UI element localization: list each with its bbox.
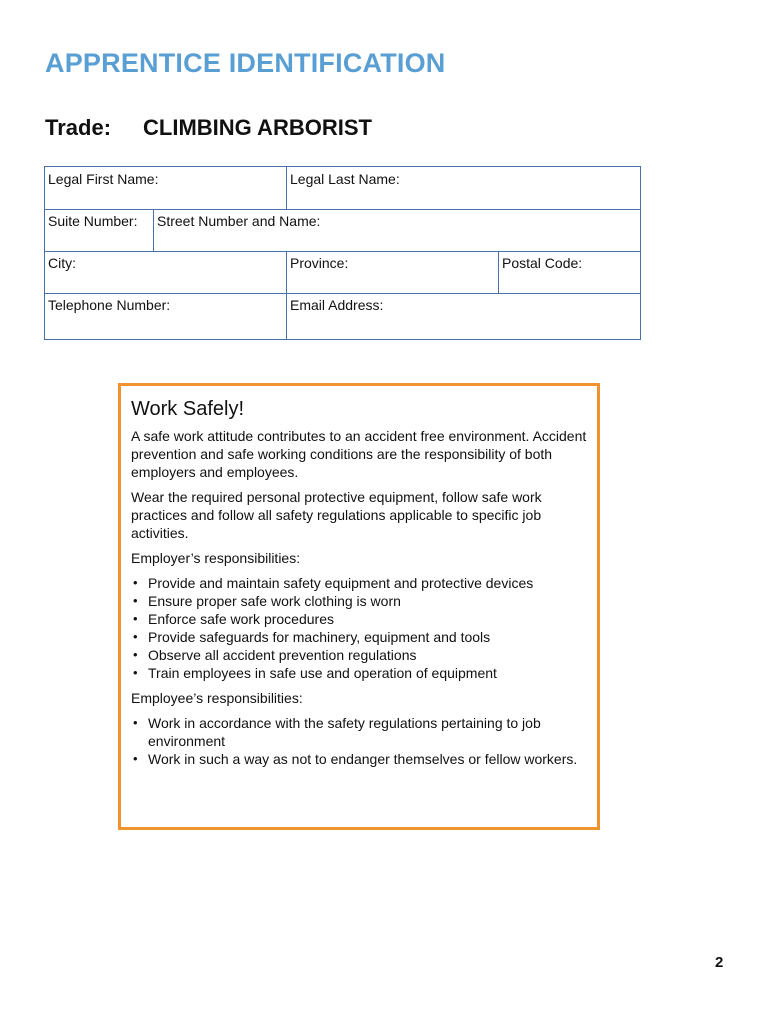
bullet-icon: • [133,665,138,680]
legal-last-name-input[interactable] [287,191,640,209]
list-item [131,610,587,628]
bullet-icon: • [133,629,138,644]
bullet-icon: • [133,575,138,590]
legal-first-name-input[interactable] [45,191,286,209]
trade-label: Trade: [45,115,112,140]
list-item [131,664,587,682]
province-input[interactable] [287,275,498,293]
list-item-text: Provide safeguards for machinery, equipment and tools [148,629,491,645]
list-item [131,628,587,646]
list-item-text: Observe all accident prevention regulations [148,647,417,663]
list-item-text: Enforce safe work procedures [148,611,334,627]
form-row-location [45,251,640,294]
safety-paragraph: Wear the required personal protective equipment, follow safe work practices and follow all safety regulations applicable to specific job activities. [131,489,542,541]
list-item-text: Work in such a way as not to endanger themselves or fellow workers. [148,751,578,767]
list-item [131,750,587,768]
list-item [131,646,587,664]
postal-code-cell [499,251,640,293]
employee-responsibilities-list [131,714,587,768]
province-cell [287,251,499,293]
legal-last-name-cell [287,167,640,209]
telephone-cell [45,293,287,339]
employer-responsibilities-heading: Employer’s responsibilities: [131,550,301,566]
telephone-label: Telephone Number: [48,297,171,313]
employee-responsibilities-heading: Employee’s responsibilities: [131,690,303,706]
employer-responsibilities-list [131,574,587,682]
list-item-text: Provide and maintain safety equipment and protective devices [148,575,534,591]
postal-code-input[interactable] [499,275,640,293]
list-item-text: Ensure proper safe work clothing is worn [148,593,401,609]
suite-number-input[interactable] [45,233,153,251]
email-input[interactable] [287,321,640,339]
list-item-text: Train employees in safe use and operation of equipment [148,665,497,681]
street-label: Street Number and Name: [157,213,321,229]
bullet-icon: • [133,647,138,662]
city-cell [45,251,287,293]
telephone-input[interactable] [45,321,286,339]
bullet-icon: • [133,593,138,608]
email-label: Email Address: [290,297,384,313]
form-row-contact [45,293,640,339]
province-label: Province: [290,255,349,271]
legal-last-name-label: Legal Last Name: [290,171,400,187]
form-row-name [45,167,640,210]
postal-code-label: Postal Code: [502,255,583,271]
suite-number-cell [45,209,154,251]
list-item-text: Work in accordance with the safety regulations pertaining to job environment [148,715,541,749]
street-cell [154,209,640,251]
legal-first-name-label: Legal First Name: [48,171,159,187]
document-title: APPRENTICE IDENTIFICATION [45,48,446,78]
apprentice-id-form [44,166,641,340]
trade-value: CLIMBING ARBORIST [143,115,372,140]
list-item [131,714,587,750]
form-row-address [45,209,640,252]
page-number: 2 [715,954,724,971]
city-input[interactable] [45,275,286,293]
bullet-icon: • [133,715,138,730]
suite-number-label: Suite Number: [48,213,138,229]
work-safely-box [118,383,600,830]
safety-paragraph: A safe work attitude contributes to an accident free environment. Accident prevention and safe working conditions are the responsibility of both employers and employees. [131,428,587,480]
email-cell [287,293,640,339]
list-item [131,592,587,610]
legal-first-name-cell [45,167,287,209]
bullet-icon: • [133,611,138,626]
bullet-icon: • [133,751,138,766]
work-safely-heading: Work Safely! [131,398,244,420]
street-input[interactable] [154,233,640,251]
city-label: City: [48,255,76,271]
list-item [131,574,587,592]
